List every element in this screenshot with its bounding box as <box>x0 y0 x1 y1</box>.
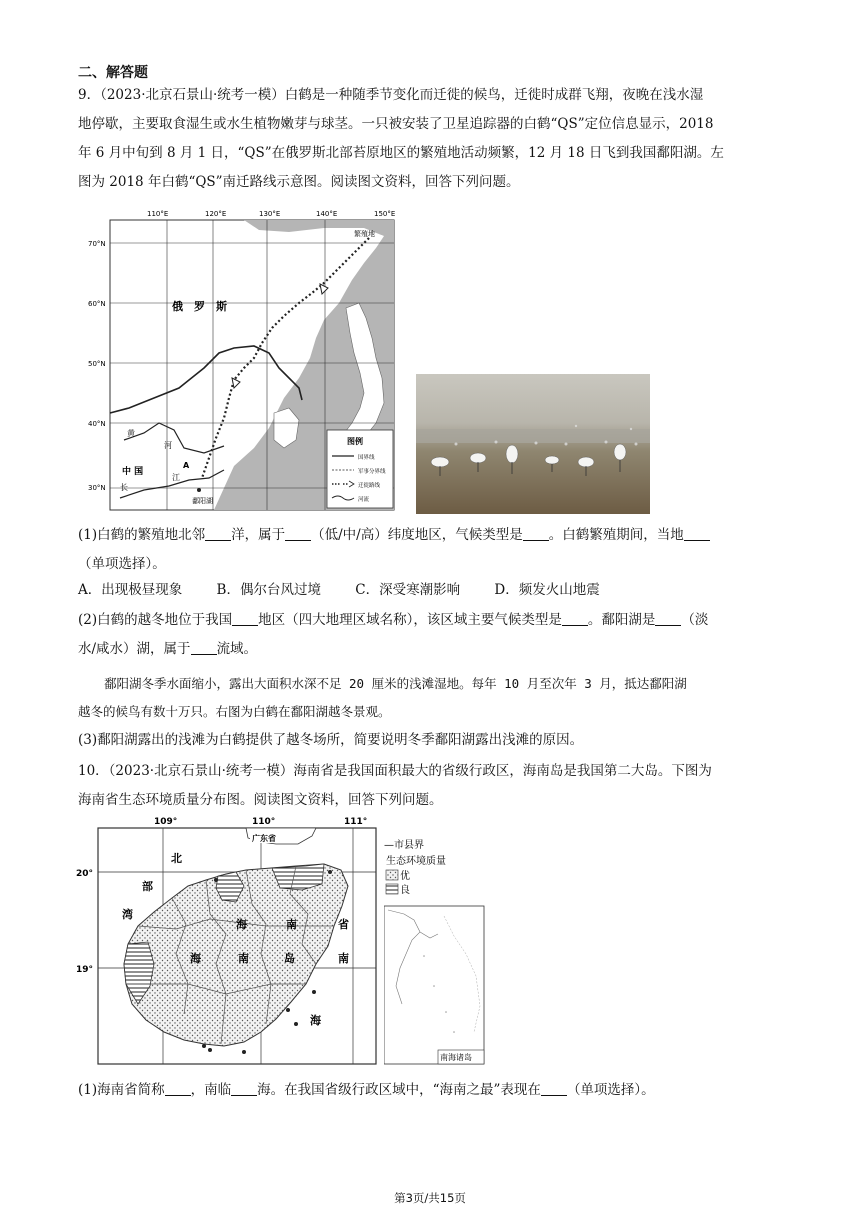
q9-line2: 地停歇，主要取食湿生或水生植物嫩芽与球茎。一只被安装了卫星追踪器的白鹤“QS”定位信息显示，2018 <box>78 116 714 132</box>
poyang-dot <box>197 488 201 492</box>
yellow-label: 黄 <box>127 429 135 438</box>
hainan-legend <box>384 836 494 1066</box>
option-b[interactable]: B．偶尔台风过境 <box>216 582 321 598</box>
lon-label: 111° <box>344 817 368 827</box>
answer-blank[interactable] <box>231 1081 257 1096</box>
migration-map <box>84 208 402 514</box>
q9-sub1: (1)白鹤的繁殖地北邻 洋，属于 （低/中/高）纬度地区，气候类型是 。白鹤繁殖期间，当地 <box>78 522 788 549</box>
point-a-label: A <box>183 461 190 470</box>
option-d[interactable]: D．频发火山地震 <box>494 582 600 598</box>
section-title: 二、解答题 <box>78 65 148 81</box>
q9-options <box>78 578 630 598</box>
answer-blank[interactable] <box>205 526 231 541</box>
lon-label: 130°E <box>259 210 281 218</box>
q9-sub2: (2)白鹤的越冬地位于我国 地区（四大地理区域名称），该区域主要气候类型是 。鄱阳湖是 （淡 <box>78 612 709 628</box>
option-a[interactable]: A．出现极昼现象 <box>78 582 183 598</box>
answer-blank[interactable] <box>655 611 681 626</box>
q10-line1: 10．（2023·北京石景山·统考一模）海南省是我国面积最大的省级行政区，海南岛是我国第二大岛。下图为 <box>78 763 712 779</box>
lat-label: 60°N <box>88 300 106 308</box>
q9-line3: 年 6 月中旬到 8 月 1 日，“QS”在俄罗斯北部苔原地区的繁殖地活动频繁，12 月 18 日飞到我国鄱阳湖。左 <box>78 145 724 161</box>
lon-label: 110° <box>252 817 276 827</box>
legend-item: 河流 <box>358 497 370 503</box>
island-label: 岛 <box>284 952 295 965</box>
option-c[interactable]: C．深受寒潮影响 <box>355 582 461 598</box>
breeding-label: 繁殖地 <box>354 230 375 238</box>
lon-label: 110°E <box>147 210 169 218</box>
gulf-label: 部 <box>142 880 153 893</box>
answer-blank[interactable] <box>232 611 258 626</box>
answer-blank[interactable] <box>684 526 710 541</box>
gulf-label: 湾 <box>122 908 133 921</box>
yangtze-label: 江 <box>172 473 180 482</box>
lat-label: 20° <box>76 869 94 879</box>
inset-label: 南海诸岛 <box>440 1053 472 1062</box>
island-label: 海 <box>236 918 247 931</box>
lon-label: 120°E <box>205 210 227 218</box>
q9-line4: 图为 2018 年白鹤“QS”南迁路线示意图。阅读图文资料，回答下列问题。 <box>78 174 520 190</box>
answer-blank[interactable] <box>562 611 588 626</box>
lat-label: 70°N <box>88 240 106 248</box>
q9-sub1-cont: （单项选择）。 <box>78 556 166 572</box>
legend-title: 生态环境质量 <box>386 856 446 867</box>
gulf-label: 北 <box>171 852 182 865</box>
q9-sub2-cont: 水/咸水）湖，属于 流域。 <box>78 641 258 657</box>
fine-area-northeast <box>272 864 324 890</box>
lon-label: 150°E <box>374 210 396 218</box>
legend-item: 国界线 <box>358 455 375 461</box>
legend-fine: 良 <box>400 885 410 896</box>
answer-blank[interactable] <box>541 1081 567 1096</box>
inset-frame <box>384 906 484 1064</box>
island-label: 海 <box>190 952 201 965</box>
yellow-label: 河 <box>164 441 172 450</box>
passage-line1: 鄱阳湖冬季水面缩小，露出大面积水深不足 20 厘米的浅滩湿地。每年 10 月至次年 3 月，抵达鄱阳湖 <box>104 676 687 691</box>
yangtze-label: 长 <box>120 483 128 492</box>
lon-label: 140°E <box>316 210 338 218</box>
island-label: 南 <box>238 952 249 965</box>
answer-blank[interactable] <box>523 526 549 541</box>
lat-label: 50°N <box>88 360 106 368</box>
legend-item: 迁徙路线 <box>358 483 381 489</box>
guangdong-label: 广东省 <box>252 834 276 843</box>
legend-boundary: —市县界 <box>384 840 424 851</box>
poyang-label: 鄱阳湖 <box>192 497 213 505</box>
q9-sub3: (3)鄱阳湖露出的浅滩为白鹤提供了越冬场所，简要说明冬季鄱阳湖露出浅滩的原因。 <box>78 732 584 748</box>
answer-blank[interactable] <box>285 526 311 541</box>
q9-line1: 9．（2023·北京石景山·统考一模）白鹤是一种随季节变化而迁徙的候鸟，迁徙时成群飞翔，夜晚在浅水湿 <box>78 87 704 103</box>
russia-label: 俄 罗 斯 <box>172 300 227 313</box>
legend-item: 军事分界线 <box>358 469 386 475</box>
page-footer: 第3页/共15页 <box>394 1191 466 1205</box>
lon-label: 109° <box>154 817 178 827</box>
crane-photo <box>416 374 650 514</box>
lat-label: 30°N <box>88 484 106 492</box>
q10-sub1: (1)海南省简称 ，南临 海。在我国省级行政区域中，“海南之最”表现在 （单项选择）。 <box>78 1082 655 1098</box>
hainan-map <box>76 814 380 1066</box>
lat-label: 40°N <box>88 420 106 428</box>
legend-good: 优 <box>400 871 410 882</box>
answer-blank[interactable] <box>165 1081 191 1096</box>
legend-title: 图例 <box>347 437 363 446</box>
china-label: 中 国 <box>122 467 144 477</box>
answer-blank[interactable] <box>191 640 217 655</box>
passage-line2: 越冬的候鸟有数十万只。右图为白鹤在鄱阳湖越冬景观。 <box>78 704 391 719</box>
lat-label: 19° <box>76 965 94 975</box>
sea-label: 南 <box>338 952 349 965</box>
sea-label: 海 <box>310 1014 321 1027</box>
q10-line2: 海南省生态环境质量分布图。阅读图文资料，回答下列问题。 <box>78 792 443 808</box>
island-label: 南 <box>286 918 297 931</box>
island-label: 省 <box>338 918 349 931</box>
